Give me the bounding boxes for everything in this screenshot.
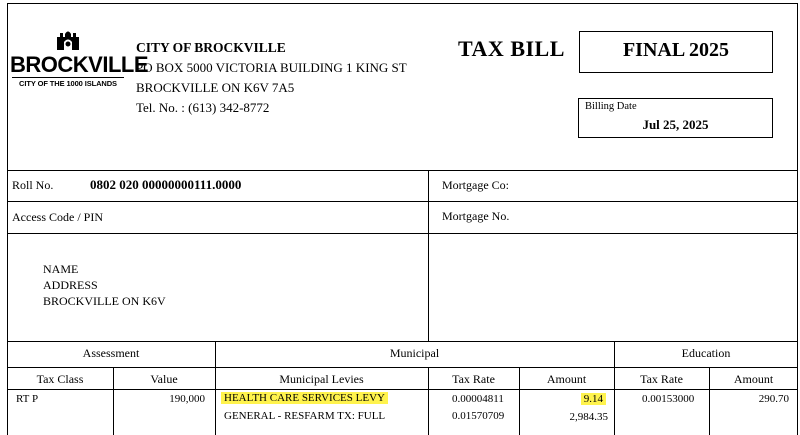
levy-name: GENERAL - RESFARM TX: FULL bbox=[224, 410, 386, 422]
section-assessment: Assessment bbox=[82, 346, 140, 360]
levy-name bbox=[221, 392, 388, 404]
edu-tax-rate: 0.00153000 bbox=[642, 393, 695, 405]
levy-amount bbox=[519, 393, 606, 405]
row-tax-class: RT P bbox=[16, 393, 39, 405]
levy-amount: 2,984.35 bbox=[569, 411, 608, 423]
recipient-city: BROCKVILLE ON K6V bbox=[43, 294, 166, 308]
address-line-1: PO BOX 5000 VICTORIA BUILDING 1 KING ST bbox=[136, 60, 407, 75]
col-value: Value bbox=[150, 372, 178, 386]
mortgage-co-label: Mortgage Co: bbox=[442, 178, 509, 192]
phone-number: Tel. No. : (613) 342-8772 bbox=[136, 100, 270, 115]
recipient-name: NAME bbox=[43, 262, 79, 276]
access-code-label: Access Code / PIN bbox=[12, 210, 103, 224]
mortgage-number-label: Mortgage No. bbox=[442, 209, 510, 223]
col-municipal-levies: Municipal Levies bbox=[279, 372, 364, 386]
roll-number-label: Roll No. bbox=[12, 178, 54, 192]
logo-tagline: CITY OF THE 1000 ISLANDS bbox=[12, 77, 124, 88]
city-name: CITY OF BROCKVILLE bbox=[136, 40, 286, 55]
roll-number-value: 0802 020 00000000111.0000 bbox=[90, 177, 242, 192]
levy-name-highlight: HEALTH CARE SERVICES LEVY bbox=[221, 392, 388, 404]
billing-date-value: Jul 25, 2025 bbox=[642, 117, 709, 132]
issuer-address bbox=[136, 38, 407, 118]
document-title: TAX BILL bbox=[458, 36, 565, 61]
col-edu-tax-rate: Tax Rate bbox=[640, 372, 683, 386]
col-edu-amount: Amount bbox=[733, 372, 774, 386]
edu-amount: 290.70 bbox=[758, 393, 789, 405]
billing-date-box bbox=[578, 98, 773, 138]
row-value: 190,000 bbox=[169, 393, 205, 405]
brockville-logo bbox=[10, 28, 148, 88]
bill-type: FINAL 2025 bbox=[622, 39, 730, 61]
address-line-2: BROCKVILLE ON K6V 7A5 bbox=[136, 80, 295, 95]
col-tax-rate: Tax Rate bbox=[452, 372, 495, 386]
col-tax-class: Tax Class bbox=[36, 372, 84, 386]
col-amount: Amount bbox=[546, 372, 587, 386]
recipient-address-line: ADDRESS bbox=[43, 278, 98, 292]
levy-rate: 0.00004811 bbox=[452, 393, 504, 405]
levy-rate: 0.01570709 bbox=[452, 410, 505, 422]
section-municipal: Municipal bbox=[389, 346, 440, 360]
city-crest-icon bbox=[55, 28, 81, 52]
levy-amount-highlight: 9.14 bbox=[581, 393, 606, 405]
recipient-address bbox=[43, 261, 166, 309]
section-education: Education bbox=[681, 346, 731, 360]
billing-date-label: Billing Date bbox=[585, 101, 637, 112]
logo-wordmark: BROCKVILLE bbox=[10, 52, 148, 77]
bill-type-box bbox=[579, 31, 773, 73]
